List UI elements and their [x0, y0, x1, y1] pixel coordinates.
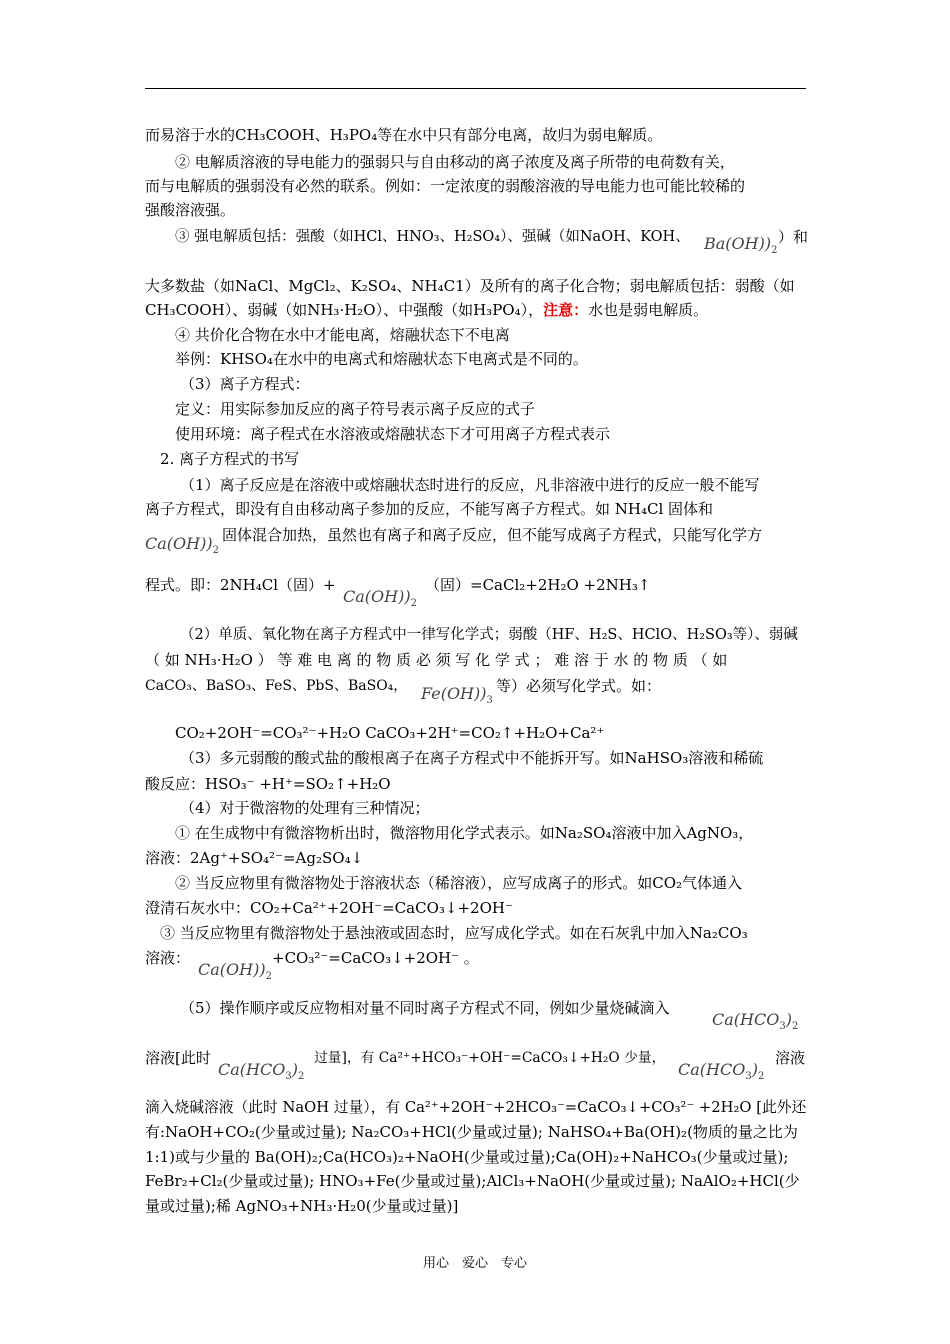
text-line: FeBr₂+Cl₂(少量或过量); HNO₃+Fe(少量或过量);AlCl₃+NaOH(少量或过量); NaAlO₂+HCl(少	[145, 1172, 800, 1190]
text-line: 而易溶于水的CH₃COOH、H₃PO₄等在水中只有部分电离，故归为弱电解质。	[145, 126, 663, 144]
text-line: （3）多元弱酸的酸式盐的酸根离子在离子方程式中不能拆开写。如NaHSO₃溶液和稀硫	[180, 749, 764, 767]
formula-ba-oh2: $Ba(OH))_2$	[704, 234, 778, 257]
text-line: 有:NaOH+CO₂(少量或过量); Na₂CO₃+HCl(少量或过量); NaHSO₄+Ba(OH)₂(物质的量之比为	[145, 1123, 798, 1141]
text-line: 举例：KHSO₄在水中的电离式和熔融状态下电离式是不同的。	[175, 350, 588, 368]
text-line: （3）离子方程式：	[180, 375, 310, 393]
text-line: 离子方程式，即没有自由移动离子参加的反应，不能写离子方程式。如 NH₄Cl 固体和	[145, 500, 714, 518]
text-line: （4）对于微溶物的处理有三种情况；	[180, 799, 430, 817]
text-line: （2）单质、氧化物在离子方程式中一律写化学式；弱酸（HF、H₂S、HClO、H₂SO₃等）、弱碱	[180, 627, 798, 643]
text-line: 溶液	[775, 1049, 806, 1067]
note-label: 注意：	[543, 301, 589, 319]
text-line: 酸反应：HSO₃⁻ +H⁺=SO₂↑+H₂O	[145, 775, 391, 793]
text-line: CO₂+2OH⁻=CO₃²⁻+H₂O CaCO₃+2H⁺=CO₂↑+H₂O+Ca²⁺	[175, 724, 605, 742]
text-line: 等）必须写化学式。如：	[496, 677, 662, 695]
formula-ca-hco3-2: $Ca(HCO_3)_2$	[218, 1060, 305, 1083]
text-line: 溶液：2Ag⁺+SO₄²⁻=Ag₂SO₄↓	[145, 849, 364, 867]
text-line: ① 在生成物中有微溶物析出时，微溶物用化学式表示。如Na₂SO₄溶液中加入AgNO₃，	[175, 824, 754, 842]
text-line: CaCO₃、BaSO₃、FeS、PbS、BaSO₄，	[145, 678, 408, 694]
text-line: 而与电解质的强弱没有必然的联系。例如：一定浓度的弱酸溶液的导电能力也可能比较稀的	[145, 177, 746, 195]
text-line: ③ 强电解质包括：强酸（如HCl、HNO₃、H₂SO₄）、强碱（如NaOH、KOH、	[175, 229, 690, 245]
formula-ca-hco3-2: $Ca(HCO_3)_2$	[712, 1010, 799, 1033]
text-line: ③ 当反应物里有微溶物处于悬浊液或固态时，应写成化学式。如在石灰乳中加入Na₂CO₃	[160, 924, 748, 942]
text-line: 溶液[此时	[145, 1049, 211, 1067]
text-line: 定义：用实际参加反应的离子符号表示离子反应的式子	[175, 400, 536, 418]
text-line: ② 当反应物里有微溶物处于溶液状态（稀溶液），应写成离子的形式。如CO₂气体通入	[175, 874, 743, 892]
text-line: 量或过量);稀 AgNO₃+NH₃·H₂0(少量或过量)]	[145, 1197, 459, 1215]
text-line: 使用环境：离子程式在水溶液或熔融状态下才可用离子方程式表示	[175, 425, 611, 443]
text-line: 强酸溶液强。	[145, 201, 236, 219]
text-line: ② 电解质溶液的导电能力的强弱只与自由移动的离子浓度及离子所带的电荷数有关，	[175, 153, 735, 171]
text-line: （5）操作顺序或反应物相对量不同时离子方程式不同，例如少量烧碱滴入	[180, 999, 670, 1017]
formula-ca-hco3-2: $Ca(HCO_3)_2$	[678, 1060, 765, 1083]
text-line: （1）离子反应是在溶液中或熔融状态时进行的反应，凡非溶液中进行的反应一般不能写	[180, 476, 760, 494]
text-line: （固）=CaCl₂+2H₂O +2NH₃↑	[425, 576, 651, 594]
formula-ca-oh2: $Ca(OH))_2$	[343, 587, 417, 610]
text-line: CH₃COOH）、弱碱（如NH₃·H₂O）、中强酸（如H₃PO₄），注意：水也是弱电解质。	[145, 301, 709, 319]
section-heading: 2. 离子方程式的书写	[160, 450, 300, 468]
text-line: +CO₃²⁻=CaCO₃↓+2OH⁻ 。	[272, 949, 479, 967]
header-rule	[145, 88, 806, 89]
formula-ca-oh2: $Ca(OH))_2$	[198, 960, 272, 983]
text-line: 过量]，有 Ca²⁺+HCO₃⁻+OH⁻=CaCO₃↓+H₂O 少量，	[314, 1050, 666, 1066]
text-line: 程式。即：2NH₄Cl（固）+	[145, 576, 336, 594]
formula-ca-oh2: $Ca(OH))_2$	[145, 534, 219, 557]
text-line: 固体混合加热，虽然也有离子和离子反应，但不能写成离子方程式，只能写化学方	[222, 526, 763, 544]
text-line: （ 如 NH₃·H₂O ） 等 难 电 离 的 物 质 必 须 写 化 学 式 ； 难 溶 于 水 的 物 质 （ 如	[145, 651, 728, 669]
text-line: 滴入烧碱溶液（此时 NaOH 过量），有 Ca²⁺+2OH⁻+2HCO₃⁻=CaCO₃↓+CO₃²⁻ +2H₂O [此外还	[145, 1099, 807, 1116]
text-line: 大多数盐（如NaCl、MgCl₂、K₂SO₄、NH₄C1）及所有的离子化合物；弱电解质包括：弱酸（如	[145, 277, 795, 295]
text-line: 澄清石灰水中：CO₂+Ca²⁺+2OH⁻=CaCO₃↓+2OH⁻	[145, 899, 513, 917]
text-line: 1:1)或与少量的 Ba(OH)₂;Ca(HCO₃)₂+NaOH(少量或过量);Ca(OH)₂+NaHCO₃(少量或过量);	[145, 1148, 789, 1166]
text-line: 溶液：	[145, 949, 191, 967]
page-footer: 用心 爱心 专心	[422, 1256, 527, 1271]
text-line: ④ 共价化合物在水中才能电离，熔融状态下不电离	[175, 326, 510, 344]
formula-fe-oh3: $Fe(OH))_3$	[421, 684, 493, 707]
text-line: ）和	[778, 228, 809, 246]
